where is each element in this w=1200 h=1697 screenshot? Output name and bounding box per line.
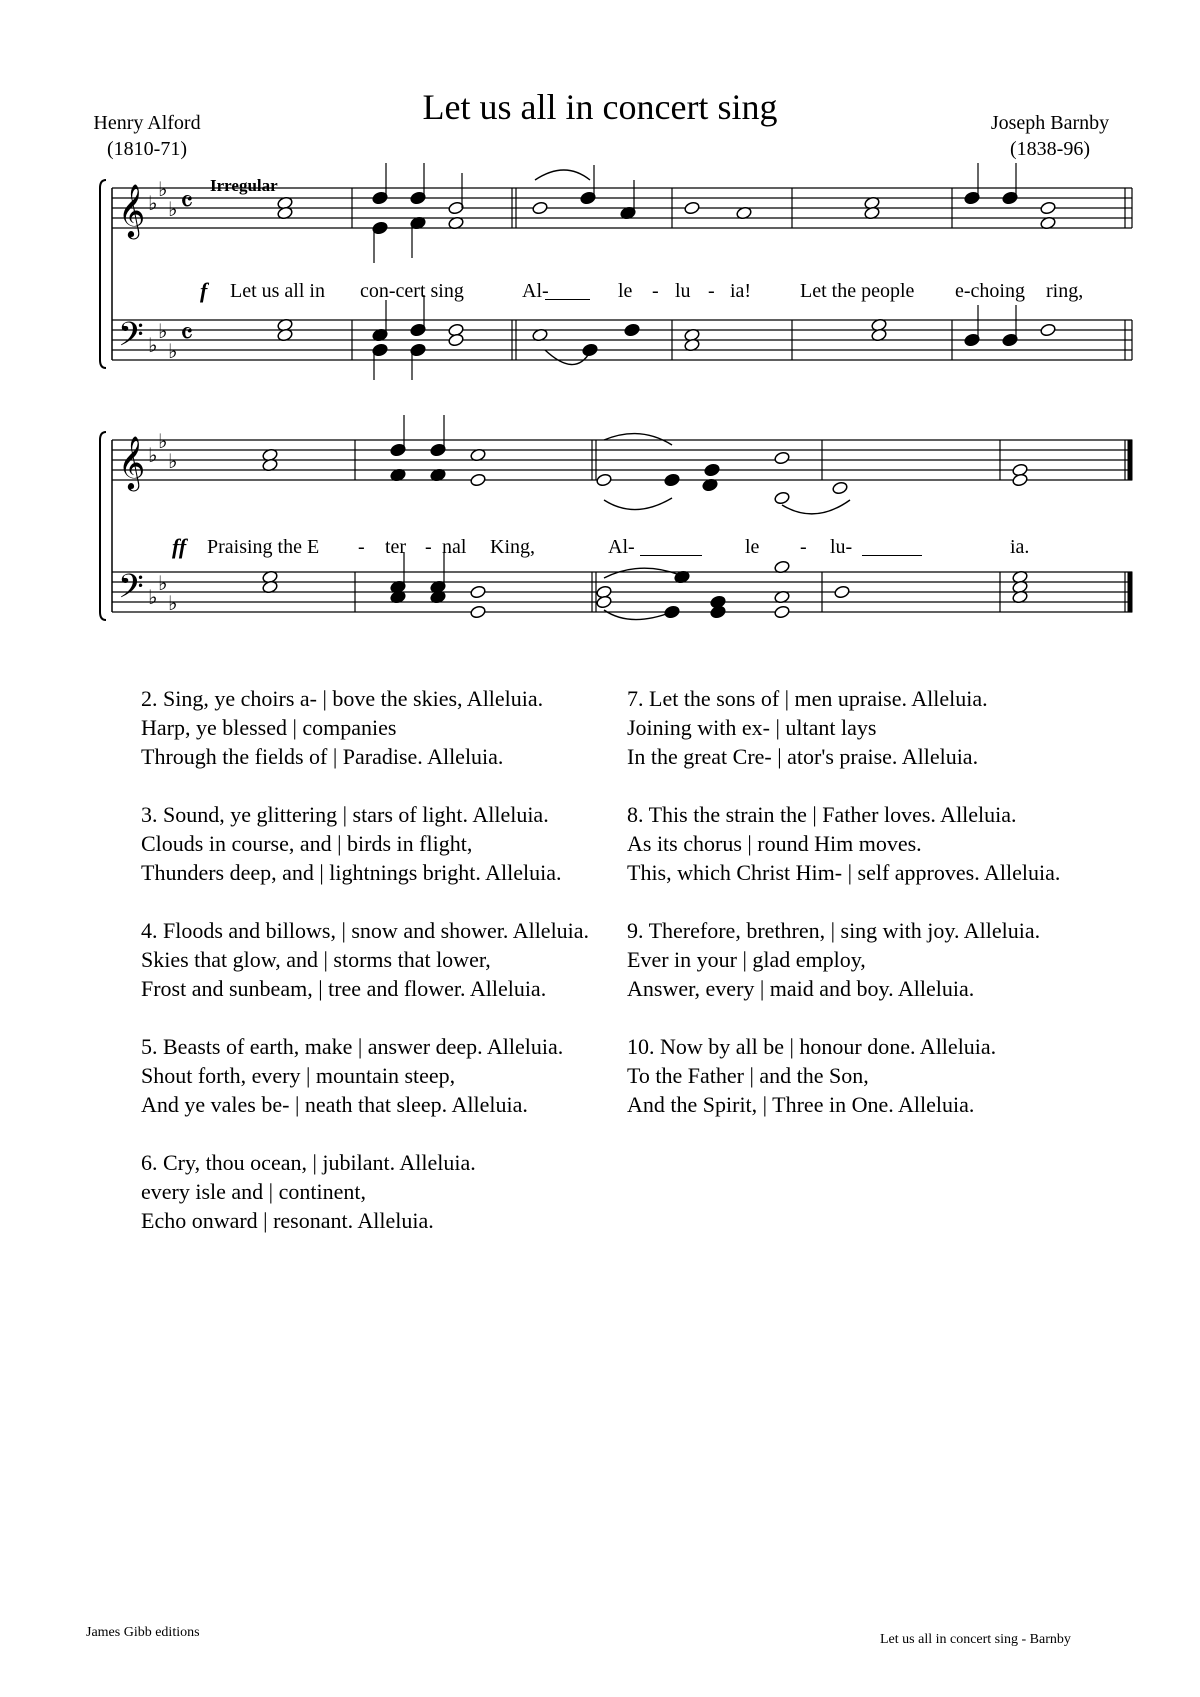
lyric-hyphen: - — [800, 536, 807, 558]
note-head — [710, 605, 727, 619]
lyric-s2-1: Praising the E — [207, 536, 320, 558]
note-head — [774, 605, 791, 619]
composer-name: Joseph Barnby — [990, 112, 1110, 134]
verse-line: 10. Now by all be | honour done. Alleluia. — [627, 1034, 997, 1059]
lyric-s1-8: e-choing — [955, 280, 1025, 302]
flat-sign: ♭ — [148, 443, 158, 467]
common-time: 𝄴 — [180, 317, 194, 352]
verse-3 — [141, 800, 621, 887]
verse-line: This, which Christ Him- | self approves. Alleluia. — [627, 860, 1061, 885]
verse-9 — [627, 916, 1157, 1003]
lyric-s1-5: lu — [675, 280, 691, 302]
system-bracket — [100, 180, 106, 368]
final-barline — [1128, 572, 1132, 612]
flat-sign: ♭ — [168, 591, 178, 615]
verse-line: every isle and | continent, — [141, 1179, 366, 1204]
verse-line: To the Father | and the Son, — [627, 1063, 869, 1088]
bass-clef: 𝄢 — [118, 316, 144, 362]
lyric-s1-7: Let the people — [800, 280, 915, 302]
verse-line: Shout forth, every | mountain steep, — [141, 1063, 456, 1088]
lyric-extender — [862, 555, 922, 556]
dynamic-fortissimo: ff — [172, 534, 187, 559]
note-head — [1040, 323, 1057, 337]
verse-line: Frost and sunbeam, | tree and flower. Alleluia. — [141, 976, 547, 1001]
verse-6 — [141, 1148, 621, 1235]
note-head — [470, 585, 487, 599]
lyric-s1-4: le — [618, 280, 633, 302]
lyric-hyphen: - — [358, 536, 365, 558]
footer-title: Let us all in concert sing - Barnby — [880, 1632, 1071, 1647]
lyric-s2-3: nal — [442, 536, 467, 558]
flat-sign: ♭ — [168, 339, 178, 363]
slur — [782, 500, 850, 514]
verse-line: 9. Therefore, brethren, | sing with joy. Alleluia. — [627, 918, 1041, 943]
poet-dates: (1810-71) — [107, 138, 187, 160]
slur — [535, 170, 590, 180]
verse-line: And ye vales be- | neath that sleep. Alleluia. — [141, 1092, 528, 1117]
lyric-s1-2: con-cert sing — [360, 280, 464, 302]
page-title: Let us all in concert sing — [422, 87, 778, 127]
poet-name: Henry Alford — [93, 112, 201, 134]
verse-5 — [141, 1032, 621, 1119]
verse-line: 7. Let the sons of | men upraise. Alleluia. — [627, 686, 988, 711]
note-head — [624, 323, 641, 337]
note-head — [582, 343, 599, 357]
flat-sign: ♭ — [148, 333, 158, 357]
flat-sign: ♭ — [158, 571, 168, 595]
note-head — [532, 201, 549, 215]
dynamic-forte: f — [200, 278, 208, 303]
verse-line: Skies that glow, and | storms that lower, — [141, 947, 491, 972]
verse-7 — [627, 684, 1157, 771]
note-head — [684, 201, 701, 215]
verse-line: As its chorus | round Him moves. — [627, 831, 922, 856]
note-head — [664, 473, 681, 487]
verse-line: Thunders deep, and | lightnings bright. Alleluia. — [141, 860, 562, 885]
music-score — [0, 0, 1200, 700]
composer-dates: (1838-96) — [1010, 138, 1090, 160]
verse-line: Ever in your | glad employ, — [627, 947, 866, 972]
tempo-marking: Irregular — [210, 176, 278, 195]
lyric-extender — [640, 555, 702, 556]
note-head — [832, 481, 849, 495]
flat-sign: ♭ — [148, 191, 158, 215]
verse-line: Through the fields of | Paradise. Alleluia. — [141, 744, 504, 769]
flat-sign: ♭ — [158, 429, 168, 453]
lyric-s2-4: King, — [490, 536, 535, 558]
note-head — [596, 595, 613, 609]
slur — [604, 434, 672, 445]
lyric-s1-6: ia! — [730, 280, 752, 302]
footer-publisher: James Gibb editions — [86, 1625, 200, 1640]
lyric-s2-7: lu- — [830, 536, 853, 558]
note-head — [596, 473, 613, 487]
verse-line: 5. Beasts of earth, make | answer deep. Alleluia. — [141, 1034, 564, 1059]
verse-line: 2. Sing, ye choirs a- | bove the skies, Alleluia. — [141, 686, 544, 711]
verses-left-column — [141, 684, 621, 1235]
note-head — [774, 491, 791, 505]
slur — [604, 498, 672, 510]
note-head — [448, 333, 465, 347]
verse-line: 3. Sound, ye glittering | stars of light. Alleluia. — [141, 802, 549, 827]
verse-line: 8. This the strain the | Father loves. Alleluia. — [627, 802, 1017, 827]
note-head — [1012, 473, 1029, 487]
verse-line: Clouds in course, and | birds in flight, — [141, 831, 473, 856]
verse-line: Harp, ye blessed | companies — [141, 715, 397, 740]
flat-sign: ♭ — [158, 319, 168, 343]
lyric-hyphen: - — [425, 536, 432, 558]
lyric-s2-6: le — [745, 536, 760, 558]
note-head — [774, 451, 791, 465]
verse-2 — [141, 684, 621, 771]
verse-line: Answer, every | maid and boy. Alleluia. — [627, 976, 975, 1001]
verse-line: Echo onward | resonant. Alleluia. — [141, 1208, 434, 1233]
verse-line: Joining with ex- | ultant lays — [627, 715, 877, 740]
note-head — [834, 585, 851, 599]
common-time: 𝄴 — [180, 185, 194, 220]
lyric-s1-9: ring, — [1046, 280, 1084, 302]
slur — [604, 568, 680, 578]
verse-line: And the Spirit, | Three in One. Alleluia. — [627, 1092, 975, 1117]
system-bracket — [100, 432, 106, 620]
verse-10 — [627, 1032, 1157, 1119]
verse-8 — [627, 800, 1157, 887]
lyric-s2-2: ter — [385, 536, 407, 558]
lyric-s1-3: Al- — [522, 280, 549, 302]
treble-clef: 𝄞 — [118, 183, 146, 237]
flat-sign: ♭ — [168, 449, 178, 473]
bass-clef: 𝄢 — [118, 568, 144, 614]
lyric-s1-1: Let us all in — [230, 280, 325, 302]
treble-clef: 𝄞 — [118, 435, 146, 489]
note-head — [470, 473, 487, 487]
note-head — [1040, 201, 1057, 215]
system-brackets — [100, 180, 112, 620]
note-head — [704, 463, 721, 477]
verses-right-column — [627, 684, 1157, 1119]
flat-sign: ♭ — [148, 585, 158, 609]
note-head — [470, 605, 487, 619]
verse-line: 4. Floods and billows, | snow and shower. Alleluia. — [141, 918, 590, 943]
final-barline — [1128, 440, 1132, 480]
lyric-hyphen: - — [652, 280, 659, 302]
flat-sign: ♭ — [158, 177, 168, 201]
lyric-extender — [545, 299, 590, 300]
verse-line: In the great Cre- | ator's praise. Alleluia. — [627, 744, 979, 769]
lyric-s2-5: Al- — [608, 536, 635, 558]
notes — [262, 163, 1057, 620]
verse-line: 6. Cry, thou ocean, | jubilant. Alleluia. — [141, 1150, 476, 1175]
verse-4 — [141, 916, 621, 1003]
lyric-s2-8: ia. — [1010, 536, 1030, 558]
flat-sign: ♭ — [168, 197, 178, 221]
lyric-hyphen: - — [708, 280, 715, 302]
